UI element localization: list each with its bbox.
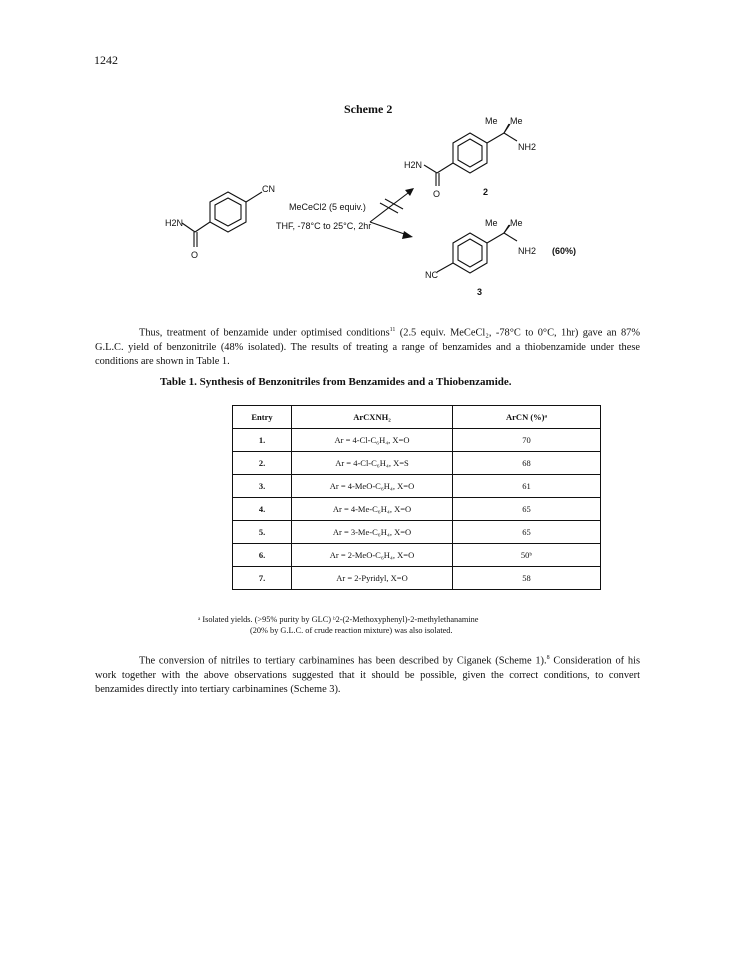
cell-entry: 3. — [233, 475, 292, 498]
p3-nc-label: NC — [425, 270, 438, 280]
header-substrate: ArCXNH₂ — [292, 406, 453, 429]
p3-me2-label: Me — [510, 218, 523, 228]
p2-h2n-label: H2N — [404, 160, 423, 170]
sm-cn-label: CN — [262, 184, 275, 194]
paragraph-2-text-a: The conversion of nitriles to tertiary carbinamines has been described by Ciganek (Scheme 1). — [139, 655, 547, 667]
table-caption: Table 1. Synthesis of Benzonitriles from Benzamides and a Thiobenzamide. — [160, 376, 512, 388]
cell-substrate: Ar = 4-Me-C₆H₄, X=O — [292, 498, 453, 521]
p2-me1-label: Me — [485, 116, 498, 126]
paragraph-2-text-b: Consideration of his work together with the above observations suggested that it should be possible, given the correct conditions, to convert benzamides directly into tertiary carbinamines (Scheme 3). — [95, 655, 641, 696]
table-row — [233, 544, 601, 567]
results-table — [232, 405, 601, 590]
header-yield: ArCN (%)ᵃ — [453, 406, 601, 429]
cell-yield: 70 — [453, 429, 601, 452]
table-row — [233, 429, 601, 452]
table-row — [233, 498, 601, 521]
cell-yield: 68 — [453, 452, 601, 475]
header-entry: Entry — [233, 406, 292, 429]
cell-yield: 65 — [453, 498, 601, 521]
cell-yield: 61 — [453, 475, 601, 498]
product-2-structure — [424, 124, 517, 186]
reagent-line1: MeCeCl2 (5 equiv.) — [289, 202, 366, 212]
p3-me1-label: Me — [485, 218, 498, 228]
cell-entry: 4. — [233, 498, 292, 521]
cell-entry: 2. — [233, 452, 292, 475]
sm-h2n-label: H2N — [165, 218, 184, 228]
paragraph-1 — [95, 323, 640, 370]
cell-substrate: Ar = 4-MeO-C₆H₄, X=O — [292, 475, 453, 498]
paragraph-1-text-a: Thus, treatment of benzamide under optimised conditions — [139, 327, 390, 339]
paragraph-2-ref: 8 — [546, 655, 550, 661]
table-row — [233, 567, 601, 590]
reaction-arrow-to-3 — [370, 222, 413, 239]
cell-substrate: Ar = 2-MeO-C₆H₄, X=O — [292, 544, 453, 567]
cell-substrate: Ar = 3-Me-C₆H₄, X=O — [292, 521, 453, 544]
cell-entry: 7. — [233, 567, 292, 590]
cell-entry: 1. — [233, 429, 292, 452]
cell-yield: 50ᵇ — [453, 544, 601, 567]
p3-nh2-label: NH2 — [518, 246, 537, 256]
p2-o-label: O — [433, 189, 441, 199]
paragraph-1-ref: 11 — [389, 327, 396, 333]
page-number: 1242 — [94, 53, 118, 67]
sm-o-label: O — [191, 250, 199, 260]
table-row — [233, 475, 601, 498]
cell-substrate: Ar = 4-Cl-C₆H₄, X=S — [292, 452, 453, 475]
compound-2-label: 2 — [483, 187, 489, 197]
paragraph-2 — [95, 651, 640, 698]
reagent-line2: THF, -78°C to 25°C, 2hr — [276, 221, 372, 231]
starting-material-structure — [182, 192, 262, 247]
cell-substrate: Ar = 4-Cl-C₆H₄, X=O — [292, 429, 453, 452]
p3-yield-label: (60%) — [552, 246, 577, 256]
table-row — [233, 452, 601, 475]
cell-entry: 5. — [233, 521, 292, 544]
table-row — [233, 521, 601, 544]
table-footnote — [198, 614, 478, 636]
footnote-line-2: (20% by G.L.C. of crude reaction mixture) was also isolated. — [250, 626, 453, 635]
product-3-structure — [437, 225, 517, 273]
cell-entry: 6. — [233, 544, 292, 567]
table-header-row — [233, 406, 601, 429]
scheme-title: Scheme 2 — [344, 102, 393, 116]
footnote-line-1: ᵃ Isolated yields. (>95% purity by GLC) ᵇ2-(2-Methoxyphenyl)-2-methylethanamine — [198, 615, 479, 624]
paragraph-1-text-b: (2.5 equiv. MeCeCl₂, -78°C to 0°C, 1hr) gave an 87% G.L.C. yield of benzonitrile (48% isolated). The results of treating a range of benzamides and a thiobenzamide under these conditions are shown in Table 1. — [95, 327, 640, 368]
cell-yield: 65 — [453, 521, 601, 544]
p2-me2-label: Me — [510, 116, 523, 126]
compound-3-label: 3 — [477, 287, 483, 297]
blocked-arrow-to-2 — [370, 188, 414, 222]
p2-nh2-label: NH2 — [518, 142, 537, 152]
cell-yield: 58 — [453, 567, 601, 590]
cell-substrate: Ar = 2-Pyridyl, X=O — [292, 567, 453, 590]
scheme-2-diagram — [0, 0, 731, 310]
